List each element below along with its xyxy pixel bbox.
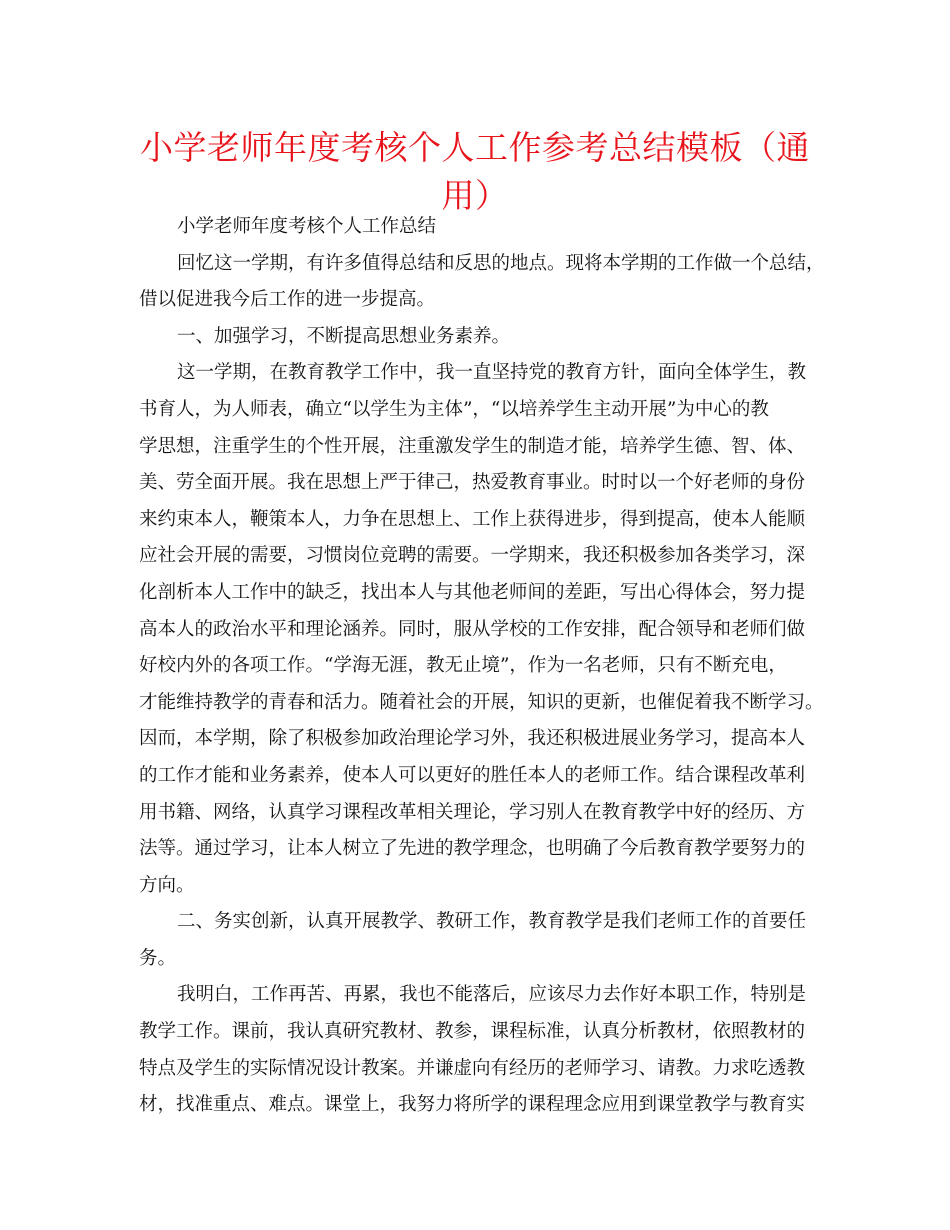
section-heading: 二、务实创新，认真开展教学、教研工作，教育教学是我们老师工作的首要任 [177,911,807,933]
paragraph-line: 这一学期，在教育教学工作中，我一直坚持党的教育方针，面向全体学生，教 [177,362,807,384]
paragraph-line: 材，找准重点、难点。课堂上，我努力将所学的课程理念应用到课堂教学与教育实 [139,1094,806,1116]
paragraph-line: 高本人的政治水平和理论涵养。同时，服从学校的工作安排，配合领导和老师们做 [139,618,806,640]
paragraph-line: 我明白，工作再苦、再累，我也不能落后，应该尽力去作好本职工作，特别是 [177,984,807,1006]
paragraph-line: 因而，本学期，除了积极参加政治理论学习外，我还积极进展业务学习，提高本人 [139,728,806,750]
paragraph-line: 特点及学生的实际情况设计教案。并谦虚向有经历的老师学习、请教。力求吃透教 [139,1057,806,1079]
paragraph-line: 用书籍、网络，认真学习课程改革相关理论，学习别人在教育教学中好的经历、方 [139,801,806,823]
title-line-1: 小学老师年度考核个人工作参考总结模板（通 [140,128,810,167]
paragraph-line: 来约束本人，鞭策本人，力争在思想上、工作上获得进步，得到提高，使本人能顺 [139,508,806,530]
title-line-2: 用） [441,176,509,215]
paragraph-line: 学思想，注重学生的个性开展，注重激发学生的制造才能，培养学生德、智、体、 [139,435,806,457]
paragraph-line: 书育人，为人师表，确立“以学生为主体”，“以培养学生主动开展”为中心的教 [139,398,769,420]
paragraph-line: 方向。 [139,874,195,896]
section-heading: 一、加强学习，不断提高思想业务素养。 [177,325,511,347]
paragraph-line: 借以促进我今后工作的进一步提高。 [139,289,436,311]
paragraph-line: 回忆这一学期，有许多值得总结和反思的地点。现将本学期的工作做一个总结， [177,252,825,274]
section-heading: 务。 [139,947,177,969]
document-title [140,124,810,220]
paragraph-line: 的工作才能和业务素养，使本人可以更好的胜任本人的老师工作。结合课程改革利 [139,764,806,786]
paragraph-line: 才能维持教学的青春和活力。随着社会的开展，知识的更新，也催促着我不断学习。 [139,691,824,713]
paragraph-line: 化剖析本人工作中的缺乏，找出本人与其他老师间的差距，写出心得体会，努力提 [139,581,806,603]
document-body [139,209,825,1124]
paragraph-line: 教学工作。课前，我认真研究教材、教参，课程标准，认真分析教材，依照教材的 [139,1021,806,1043]
paragraph-line: 美、劳全面开展。我在思想上严于律己，热爱教育事业。时时以一个好老师的身份 [139,472,806,494]
paragraph-line: 法等。通过学习，让本人树立了先进的教学理念，也明确了今后教育教学要努力的 [139,838,806,860]
paragraph-line: 应社会开展的需要，习惯岗位竞聘的需要。一学期来，我还积极参加各类学习，深 [139,545,806,567]
paragraph-line: 好校内外的各项工作。“学海无涯，教无止境”，作为一名老师，只有不断充电， [139,655,787,677]
subtitle-line: 小学老师年度考核个人工作总结 [177,216,437,237]
